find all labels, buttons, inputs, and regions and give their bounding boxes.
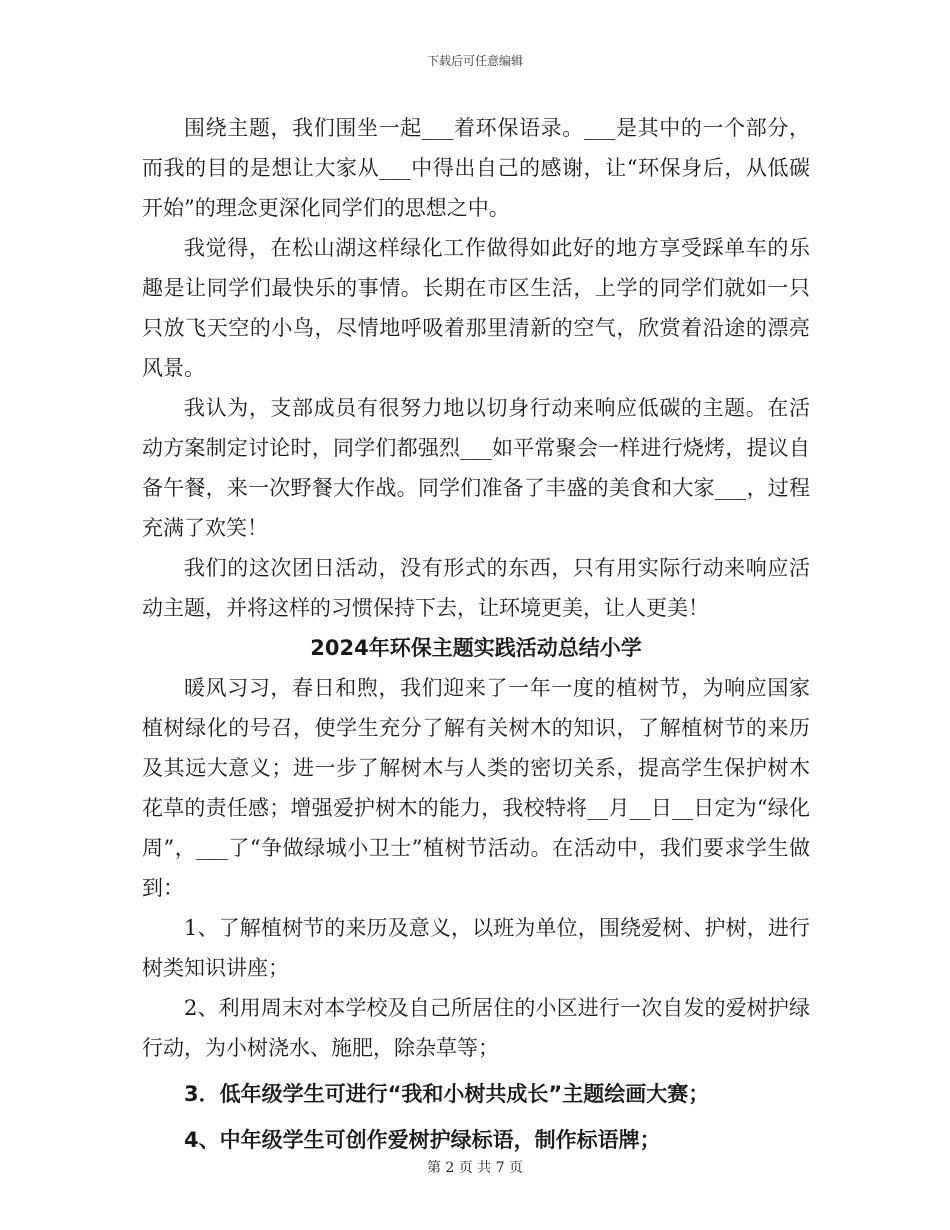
paragraph-5: 暖风习习，春日和煦，我们迎来了一年一度的植树节，为响应国家植树绿化的号召，使学生充分了解有关树木的知识，了解植树节的来历及其远大意义；进一步了解树木与人类的密切关系，提高学生保护树木花草的责任感；增强爱护树木的能力，我校特将__月__日__日定为“绿化周”，___了“争做绿城小卫士”植树节活动。在活动中，我们要求学生做到： [142,676,810,900]
list-item-1: 1、了解植树节的来历及意义，以班为单位，围绕爱树、护树，进行树类知识讲座； [142,916,810,980]
paragraph-2: 我觉得，在松山湖这样绿化工作做得如此好的地方享受踩单车的乐趣是让同学们最快乐的事情。长期在市区生活，上学的同学们就如一只只放飞天空的小鸟，尽情地呼吸着那里清新的空气，欣赏着沿途的漂亮风景。 [142,236,810,380]
paragraph-3: 我认为，支部成员有很努力地以切身行动来响应低碳的主题。在活动方案制定讨论时，同学们都强烈___如平常聚会一样进行烧烤，提议自备午餐，来一次野餐大作战。同学们准备了丰盛的美食和大家___，过程充满了欢笑！ [142,396,810,540]
document-body [142,108,810,1160]
list-item-2: 2、利用周末对本学校及自己所居住的小区进行一次自发的爱树护绿行动，为小树浇水、施肥，除杂草等； [142,996,810,1060]
list-item-4: 4、中年级学生可创作爱树护绿标语，制作标语牌； [184,1128,661,1152]
paragraph-1: 围绕主题，我们围坐一起___着环保语录。___是其中的一个部分，而我的目的是想让大家从___中得出自己的感谢，让“环保身后，从低碳开始”的理念更深化同学们的思想之中。 [142,116,810,220]
page-number: 第 2 页 共 7 页 [426,1160,524,1176]
list-item-3: 3．低年级学生可进行“我和小树共成长”主题绘画大赛； [184,1082,710,1106]
paragraph-4: 我们的这次团日活动，没有形式的东西，只有用实际行动来响应活动主题，并将这样的习惯保持下去，让环境更美，让人更美！ [142,556,810,620]
page-header-note: 下载后可任意编辑 [426,54,523,68]
section-title: 2024年环保主题实践活动总结小学 [310,636,642,660]
